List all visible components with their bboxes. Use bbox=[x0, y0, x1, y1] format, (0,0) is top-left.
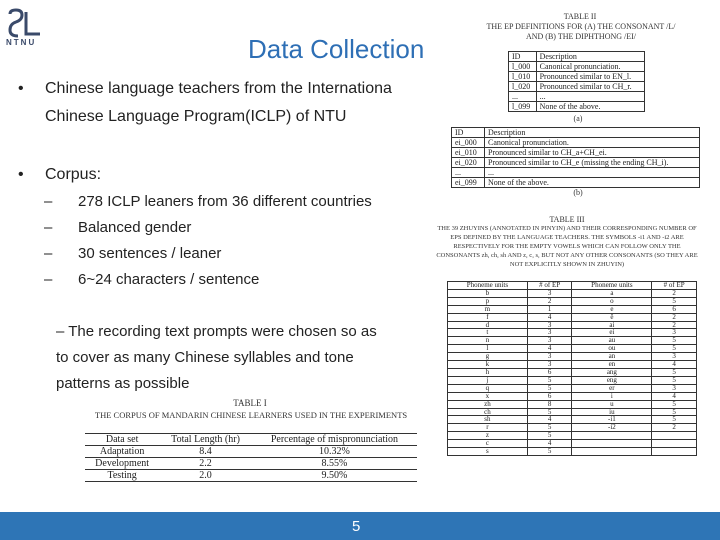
table-cell: j bbox=[448, 376, 528, 384]
table-cell: 2 bbox=[652, 321, 697, 329]
table-cell: 5 bbox=[652, 368, 697, 376]
table-cell: 5 bbox=[652, 408, 697, 416]
table-cell: 5 bbox=[652, 345, 697, 353]
table-header: Phoneme units bbox=[448, 282, 528, 290]
table-cell: 3 bbox=[527, 337, 572, 345]
table-cell: g bbox=[448, 353, 528, 361]
table-row bbox=[448, 416, 697, 424]
table-cell: Pronounced similar to CH_a+CH_ei. bbox=[485, 148, 700, 158]
table-cell bbox=[652, 440, 697, 448]
table-row bbox=[509, 102, 645, 112]
dash: – bbox=[44, 245, 53, 262]
table-row bbox=[509, 82, 645, 92]
table-cell: ei_099 bbox=[452, 178, 485, 188]
table-cell bbox=[572, 448, 652, 456]
table-cell: None of the above. bbox=[536, 102, 644, 112]
table-row bbox=[448, 376, 697, 384]
table-cell: h bbox=[448, 368, 528, 376]
table-cell: r bbox=[448, 424, 528, 432]
table-row bbox=[448, 289, 697, 297]
table-cell: 3 bbox=[527, 321, 572, 329]
table-cell: ... bbox=[536, 92, 644, 102]
table-cell: ... bbox=[509, 92, 537, 102]
table-header: ID bbox=[509, 52, 537, 62]
table-cell: ei_020 bbox=[452, 158, 485, 168]
table-cell: iu bbox=[572, 408, 652, 416]
table-cell: 3 bbox=[652, 353, 697, 361]
table-cell: -i1 bbox=[572, 416, 652, 424]
table-cell: l_010 bbox=[509, 72, 537, 82]
dash: – bbox=[44, 193, 53, 210]
table-cell: ai bbox=[572, 321, 652, 329]
table-cell bbox=[572, 432, 652, 440]
note-line3: patterns as possible bbox=[56, 375, 190, 392]
table-cell: l bbox=[448, 345, 528, 353]
table2-caption: THE EP DEFINITIONS FOR (A) THE CONSONANT /L/ AND (B) THE DIPHTHONG /EI/ bbox=[486, 22, 676, 41]
table-cell: Canonical pronunciation. bbox=[485, 138, 700, 148]
table-row bbox=[509, 92, 645, 102]
table-row bbox=[448, 361, 697, 369]
table-cell: 2 bbox=[652, 289, 697, 297]
table-cell: -i2 bbox=[572, 424, 652, 432]
table-cell: Pronounced similar to EN_l. bbox=[536, 72, 644, 82]
table-cell: 5 bbox=[527, 448, 572, 456]
table-row bbox=[448, 345, 697, 353]
bullet1-line1: Chinese language teachers from the Internationa bbox=[45, 80, 392, 97]
table-cell: b bbox=[448, 289, 528, 297]
table-cell: ch bbox=[448, 408, 528, 416]
table-cell: i bbox=[572, 392, 652, 400]
table-cell: u bbox=[572, 400, 652, 408]
table-cell bbox=[572, 440, 652, 448]
table-row bbox=[452, 168, 700, 178]
table-cell: 8.4 bbox=[159, 446, 252, 458]
table-header: Data set bbox=[85, 434, 159, 446]
table-cell: 5 bbox=[527, 424, 572, 432]
slide-title: Data Collection bbox=[248, 34, 425, 64]
note-line1: – The recording text prompts were chosen so as bbox=[56, 323, 377, 340]
table-cell: 4 bbox=[652, 361, 697, 369]
table-header-row bbox=[85, 434, 417, 446]
table-cell: ei bbox=[572, 329, 652, 337]
table-cell: sh bbox=[448, 416, 528, 424]
table-cell: m bbox=[448, 305, 528, 313]
table-cell: n bbox=[448, 337, 528, 345]
table-cell: 8.55% bbox=[252, 458, 417, 470]
table2a bbox=[508, 51, 645, 112]
table-row bbox=[448, 432, 697, 440]
table-cell: Pronounced similar to CH_r. bbox=[536, 82, 644, 92]
table-cell: 5 bbox=[652, 337, 697, 345]
table-header: Percentage of mispronunciation bbox=[252, 434, 417, 446]
table-row bbox=[452, 138, 700, 148]
table-cell: s bbox=[448, 448, 528, 456]
table-cell: ou bbox=[572, 345, 652, 353]
corpus-item: 30 sentences / leaner bbox=[78, 245, 222, 262]
table-cell: Development bbox=[85, 458, 159, 470]
table-cell: 2 bbox=[527, 297, 572, 305]
table-header: # of EP bbox=[652, 282, 697, 290]
table-row bbox=[448, 313, 697, 321]
table-cell: 9.50% bbox=[252, 470, 417, 482]
table3 bbox=[447, 281, 697, 456]
table-cell: er bbox=[572, 384, 652, 392]
table-header-row bbox=[509, 52, 645, 62]
table-row bbox=[509, 72, 645, 82]
table-cell: zh bbox=[448, 400, 528, 408]
table-cell: None of the above. bbox=[485, 178, 700, 188]
table-cell: 4 bbox=[527, 313, 572, 321]
table-cell: Testing bbox=[85, 470, 159, 482]
table-header-row bbox=[452, 128, 700, 138]
table-cell: 3 bbox=[527, 289, 572, 297]
table2a-label: (a) bbox=[573, 114, 583, 123]
table-cell: ... bbox=[452, 168, 485, 178]
corpus-item: 6~24 characters / sentence bbox=[78, 271, 260, 288]
table-cell: a bbox=[572, 289, 652, 297]
table-cell: 6 bbox=[527, 368, 572, 376]
table2b-label: (b) bbox=[573, 188, 583, 197]
table-cell: c bbox=[448, 440, 528, 448]
table-cell bbox=[652, 432, 697, 440]
table-row bbox=[85, 446, 417, 458]
table-row bbox=[85, 470, 417, 482]
table-cell: t bbox=[448, 329, 528, 337]
table1 bbox=[85, 433, 417, 482]
table-row bbox=[509, 62, 645, 72]
table-cell: ang bbox=[572, 368, 652, 376]
table-row bbox=[448, 368, 697, 376]
table-row bbox=[448, 321, 697, 329]
table-cell: k bbox=[448, 361, 528, 369]
table-cell: 6 bbox=[652, 305, 697, 313]
table-cell: l_020 bbox=[509, 82, 537, 92]
table3-caption: THE 39 ZHUYINS (ANNOTATED IN PINYIN) AND THEIR CORRESPONDING NUMBER OF EPS DEFINED BY THE LANGUAGE TEACHERS. THE SYMBOLS -i1 AND -i2 ARE RESPECTIVELY FOR THE EMPTY VOWELS WHICH CAN FOLLOW ONLY THE CONSONANTS zh, ch, sh AND z, c, s, BUT NOT ANY OTHER CONSONANTS (SO THEY ARE NOT EXPLICITLY SHOWN IN ZHUYIN) bbox=[436, 225, 698, 268]
table-row bbox=[448, 305, 697, 313]
table-row bbox=[448, 424, 697, 432]
table-cell: z bbox=[448, 432, 528, 440]
table-header: ID bbox=[452, 128, 485, 138]
table-cell: 5 bbox=[527, 432, 572, 440]
table-cell: 4 bbox=[527, 345, 572, 353]
table-cell: 5 bbox=[652, 376, 697, 384]
table-header: # of EP bbox=[527, 282, 572, 290]
table-cell: l_099 bbox=[509, 102, 537, 112]
table-cell: ... bbox=[485, 168, 700, 178]
table-cell: ei_010 bbox=[452, 148, 485, 158]
table-row bbox=[452, 148, 700, 158]
table-row bbox=[85, 458, 417, 470]
table-cell: 4 bbox=[527, 440, 572, 448]
table-cell: ê bbox=[572, 313, 652, 321]
table-cell: au bbox=[572, 337, 652, 345]
table-cell: 2 bbox=[652, 424, 697, 432]
table-cell: p bbox=[448, 297, 528, 305]
table-cell: 4 bbox=[652, 392, 697, 400]
table-cell: 3 bbox=[652, 329, 697, 337]
table-cell: 3 bbox=[527, 361, 572, 369]
table-row bbox=[448, 353, 697, 361]
table-header-row bbox=[448, 282, 697, 290]
page-number: 5 bbox=[352, 518, 361, 535]
table-cell: 1 bbox=[527, 305, 572, 313]
table-row bbox=[448, 400, 697, 408]
table2b bbox=[451, 127, 700, 188]
table-row bbox=[452, 158, 700, 168]
dash: – bbox=[44, 219, 53, 236]
table2-label: TABLE II bbox=[563, 12, 597, 21]
table-header: Phoneme units bbox=[572, 282, 652, 290]
bullet2-label: Corpus: bbox=[45, 166, 102, 183]
note-line2: to cover as many Chinese syllables and tone bbox=[56, 349, 354, 366]
table1-caption: THE CORPUS OF MANDARIN CHINESE LEARNERS USED IN THE EXPERIMENTS bbox=[94, 410, 408, 420]
table-cell: 5 bbox=[652, 416, 697, 424]
table-row bbox=[448, 384, 697, 392]
table-cell: q bbox=[448, 384, 528, 392]
table-cell: ei_000 bbox=[452, 138, 485, 148]
table-cell: 6 bbox=[527, 392, 572, 400]
bullet-dot: • bbox=[18, 80, 24, 97]
table-row bbox=[448, 448, 697, 456]
table-cell: 10.32% bbox=[252, 446, 417, 458]
table-cell: 2.0 bbox=[159, 470, 252, 482]
table-row bbox=[448, 329, 697, 337]
table-cell: 5 bbox=[527, 376, 572, 384]
table-cell: l_000 bbox=[509, 62, 537, 72]
table-cell: e bbox=[572, 305, 652, 313]
table-cell: 8 bbox=[527, 400, 572, 408]
table-row bbox=[452, 178, 700, 188]
table-cell: f bbox=[448, 313, 528, 321]
table-cell: eng bbox=[572, 376, 652, 384]
table-cell: 4 bbox=[527, 416, 572, 424]
table-row bbox=[448, 392, 697, 400]
corpus-item: Balanced gender bbox=[78, 219, 192, 236]
table-cell: 5 bbox=[527, 384, 572, 392]
table-cell: d bbox=[448, 321, 528, 329]
table3-label: TABLE III bbox=[549, 215, 585, 224]
table-cell: 2 bbox=[652, 313, 697, 321]
table1-label: TABLE I bbox=[233, 398, 267, 408]
table-cell: Adaptation bbox=[85, 446, 159, 458]
corpus-item: 278 ICLP leaners from 36 different countries bbox=[78, 193, 372, 210]
table-cell bbox=[652, 448, 697, 456]
table-cell: 3 bbox=[652, 384, 697, 392]
table-row bbox=[448, 337, 697, 345]
table-cell: 3 bbox=[527, 329, 572, 337]
dash: – bbox=[44, 271, 53, 288]
table-header: Description bbox=[485, 128, 700, 138]
table-row bbox=[448, 440, 697, 448]
table-cell: o bbox=[572, 297, 652, 305]
table-cell: 5 bbox=[652, 297, 697, 305]
table-cell: x bbox=[448, 392, 528, 400]
table-cell: Pronounced similar to CH_e (missing the ending CH_i). bbox=[485, 158, 700, 168]
table-cell: an bbox=[572, 353, 652, 361]
logo-text: NTNU bbox=[6, 38, 37, 47]
table-cell: 5 bbox=[652, 400, 697, 408]
bullet1-line2: Chinese Language Program(ICLP) of NTU bbox=[45, 108, 347, 125]
table-header: Description bbox=[536, 52, 644, 62]
table-cell: Canonical pronunciation. bbox=[536, 62, 644, 72]
table-cell: 5 bbox=[527, 408, 572, 416]
bullet-dot: • bbox=[18, 166, 24, 183]
table-cell: 3 bbox=[527, 353, 572, 361]
table-cell: 2.2 bbox=[159, 458, 252, 470]
table-cell: en bbox=[572, 361, 652, 369]
table-header: Total Length (hr) bbox=[159, 434, 252, 446]
